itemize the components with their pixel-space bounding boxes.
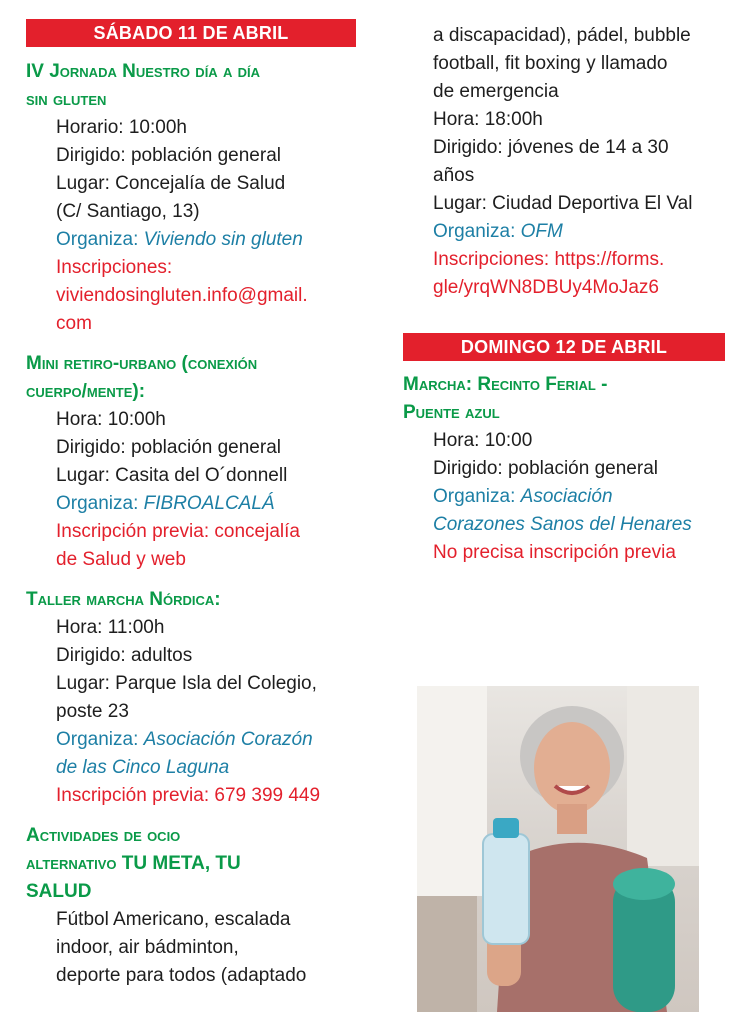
photo-woman-bottle-mat	[417, 686, 699, 1012]
event-audience: años	[433, 165, 475, 186]
registration-email-end[interactable]: com	[56, 313, 92, 334]
left-column	[26, 0, 356, 990]
event-audience: Dirigido: población general	[433, 458, 658, 479]
event-organizer: Organiza: Asociación Corazón	[56, 729, 313, 750]
event-description: a discapacidad), pádel, bubble	[433, 25, 691, 46]
bottle-cap	[493, 818, 519, 838]
saturday-banner: SÁBADO 11 DE ABRIL	[26, 19, 356, 47]
event-details	[403, 427, 725, 567]
event-mini-retiro	[26, 350, 356, 574]
event-time: Hora: 18:00h	[433, 109, 543, 130]
event-registration: No precisa inscripción previa	[433, 542, 676, 563]
event-description: deporte para todos (adaptado	[56, 965, 307, 986]
wall-panel	[627, 686, 699, 866]
event-time: Hora: 10:00	[433, 430, 533, 451]
window-light	[417, 686, 487, 896]
event-time: Hora: 11:00h	[56, 617, 165, 638]
event-description: de emergencia	[433, 81, 559, 102]
event-audience: Dirigido: población general	[56, 437, 281, 458]
neck	[557, 804, 587, 834]
event-registration: Inscripción previa: 679 399 449	[56, 785, 321, 806]
event-place: Lugar: Parque Isla del Colegio,	[56, 673, 317, 694]
event-organizer: Organiza: Viviendo sin gluten	[56, 229, 303, 250]
event-place: Lugar: Concejalía de Salud	[56, 173, 286, 194]
shelf	[417, 896, 477, 1012]
event-organizer: Organiza: Asociación	[433, 486, 613, 507]
event-organizer: Organiza: OFM	[433, 221, 563, 242]
event-time: Hora: 10:00h	[56, 409, 166, 430]
event-details	[26, 906, 356, 990]
event-description: Fútbol Americano, escalada	[56, 909, 291, 930]
event-audience: Dirigido: población general	[56, 145, 281, 166]
event-place-detail: poste 23	[56, 701, 129, 722]
event-marcha-nordica	[26, 586, 356, 810]
registration-link[interactable]: Inscripciones: https://forms.	[433, 249, 665, 270]
event-time: Horario: 10:00h	[56, 117, 187, 138]
event-details	[26, 614, 356, 810]
registration-link-end[interactable]: gle/yrqWN8DBUy4MoJaz6	[433, 277, 659, 298]
water-bottle	[483, 834, 529, 944]
right-column	[403, 0, 725, 567]
event-title: Marcha: Recinto Ferial - Puente azul	[403, 374, 608, 423]
event-place: Lugar: Ciudad Deportiva El Val	[433, 193, 693, 214]
event-details	[26, 114, 356, 338]
yoga-mat-end	[613, 868, 675, 900]
event-registration: de Salud y web	[56, 549, 186, 570]
event-audience: Dirigido: adultos	[56, 645, 193, 666]
face	[534, 722, 610, 814]
event-title: Taller marcha Nórdica:	[26, 589, 221, 610]
event-ocio-alternativo	[26, 822, 356, 990]
registration-email[interactable]: viviendosingluten.info@gmail.	[56, 285, 308, 306]
event-address: (C/ Santiago, 13)	[56, 201, 200, 222]
event-organizer-cont: Corazones Sanos del Henares	[433, 514, 692, 535]
event-registration: Inscripciones:	[56, 257, 173, 278]
event-organizer-cont: de las Cinco Laguna	[56, 757, 230, 778]
event-title: IV Jornada Nuestro día a día sin gluten	[26, 61, 261, 110]
sunday-banner: DOMINGO 12 DE ABRIL	[403, 333, 725, 361]
event-ocio-continuation	[403, 22, 725, 302]
event-marcha-recinto	[403, 371, 725, 567]
event-audience: Dirigido: jóvenes de 14 a 30	[433, 137, 669, 158]
event-place: Lugar: Casita del O´donnell	[56, 465, 288, 486]
event-title: Actividades de ocio alternativo TU META, TU SALUD	[26, 825, 241, 902]
event-organizer: Organiza: FIBROALCALÁ	[56, 493, 275, 514]
photo-illustration	[417, 686, 699, 1012]
event-description: football, fit boxing y llamado	[433, 53, 668, 74]
event-registration: Inscripción previa: concejalía	[56, 521, 300, 542]
event-details	[26, 406, 356, 574]
event-gluten	[26, 58, 356, 338]
event-title: Mini retiro-urbano (conexión cuerpo/mente):	[26, 353, 258, 402]
event-description: indoor, air bádminton,	[56, 937, 239, 958]
